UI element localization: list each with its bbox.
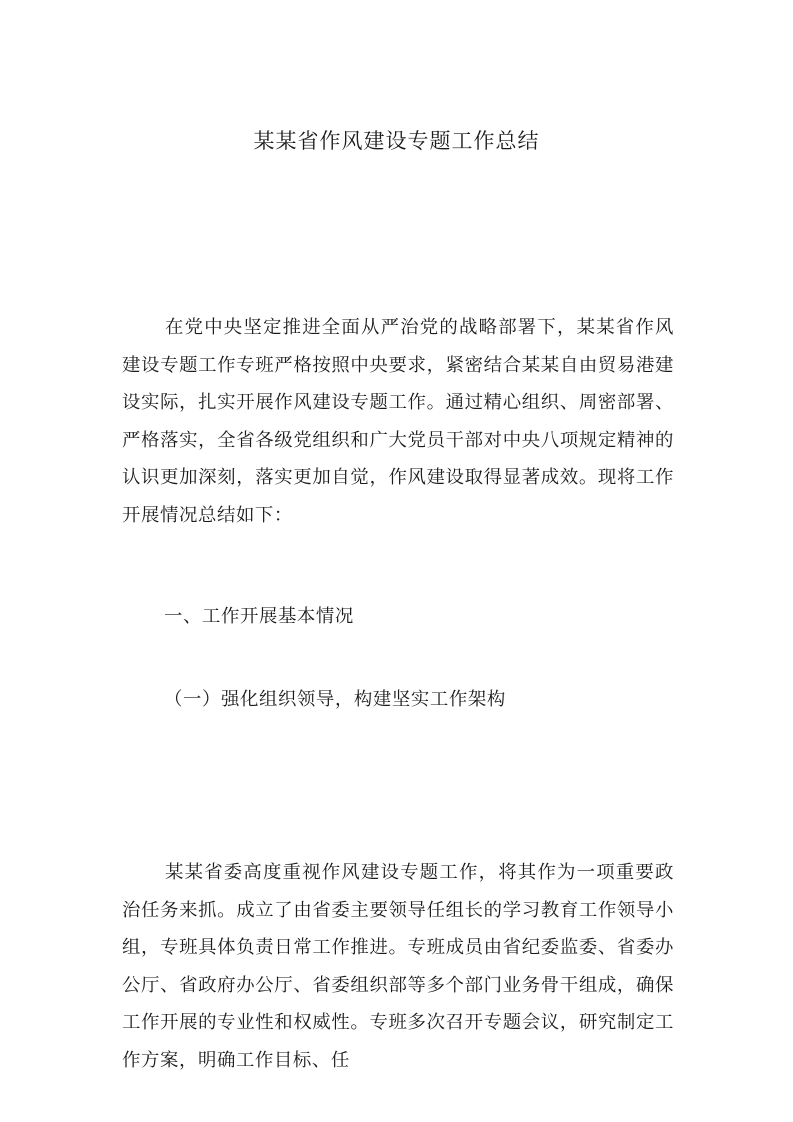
document-title: 某某省作风建设专题工作总结 — [253, 129, 540, 153]
intro-paragraph: 在党中央坚定推进全面从严治党的战略部署下，某某省作风建设专题工作专班严格按照中央要求，紧密结合某某自由贸易港建设实际，扎实开展作风建设专题工作。通过精心组织、周密部署、严格落实，全省各级党组织和广大党员干部对中央八项规定精神的认识更加深刻，落实更加自觉，作风建设取得显著成效。现将工作开展情况总结如下： — [122, 317, 674, 526]
subsection-heading: （一）强化组织领导，构建坚实工作架构 — [164, 689, 506, 710]
subsection-paragraph: 某某省委高度重视作风建设专题工作，将其作为一项重要政治任务来抓。成立了由省委主要领导任组长的学习教育工作领导小组，专班具体负责日常工作推进。专班成员由省纪委监委、省委办公厅、省政府办公厅、省委组织部等多个部门业务骨干组成，确保工作开展的专业性和权威性。专班多次召开专题会议，研究制定工作方案，明确工作目标、任 — [122, 862, 674, 1071]
section-heading: 一、工作开展基本情况 — [164, 606, 354, 627]
